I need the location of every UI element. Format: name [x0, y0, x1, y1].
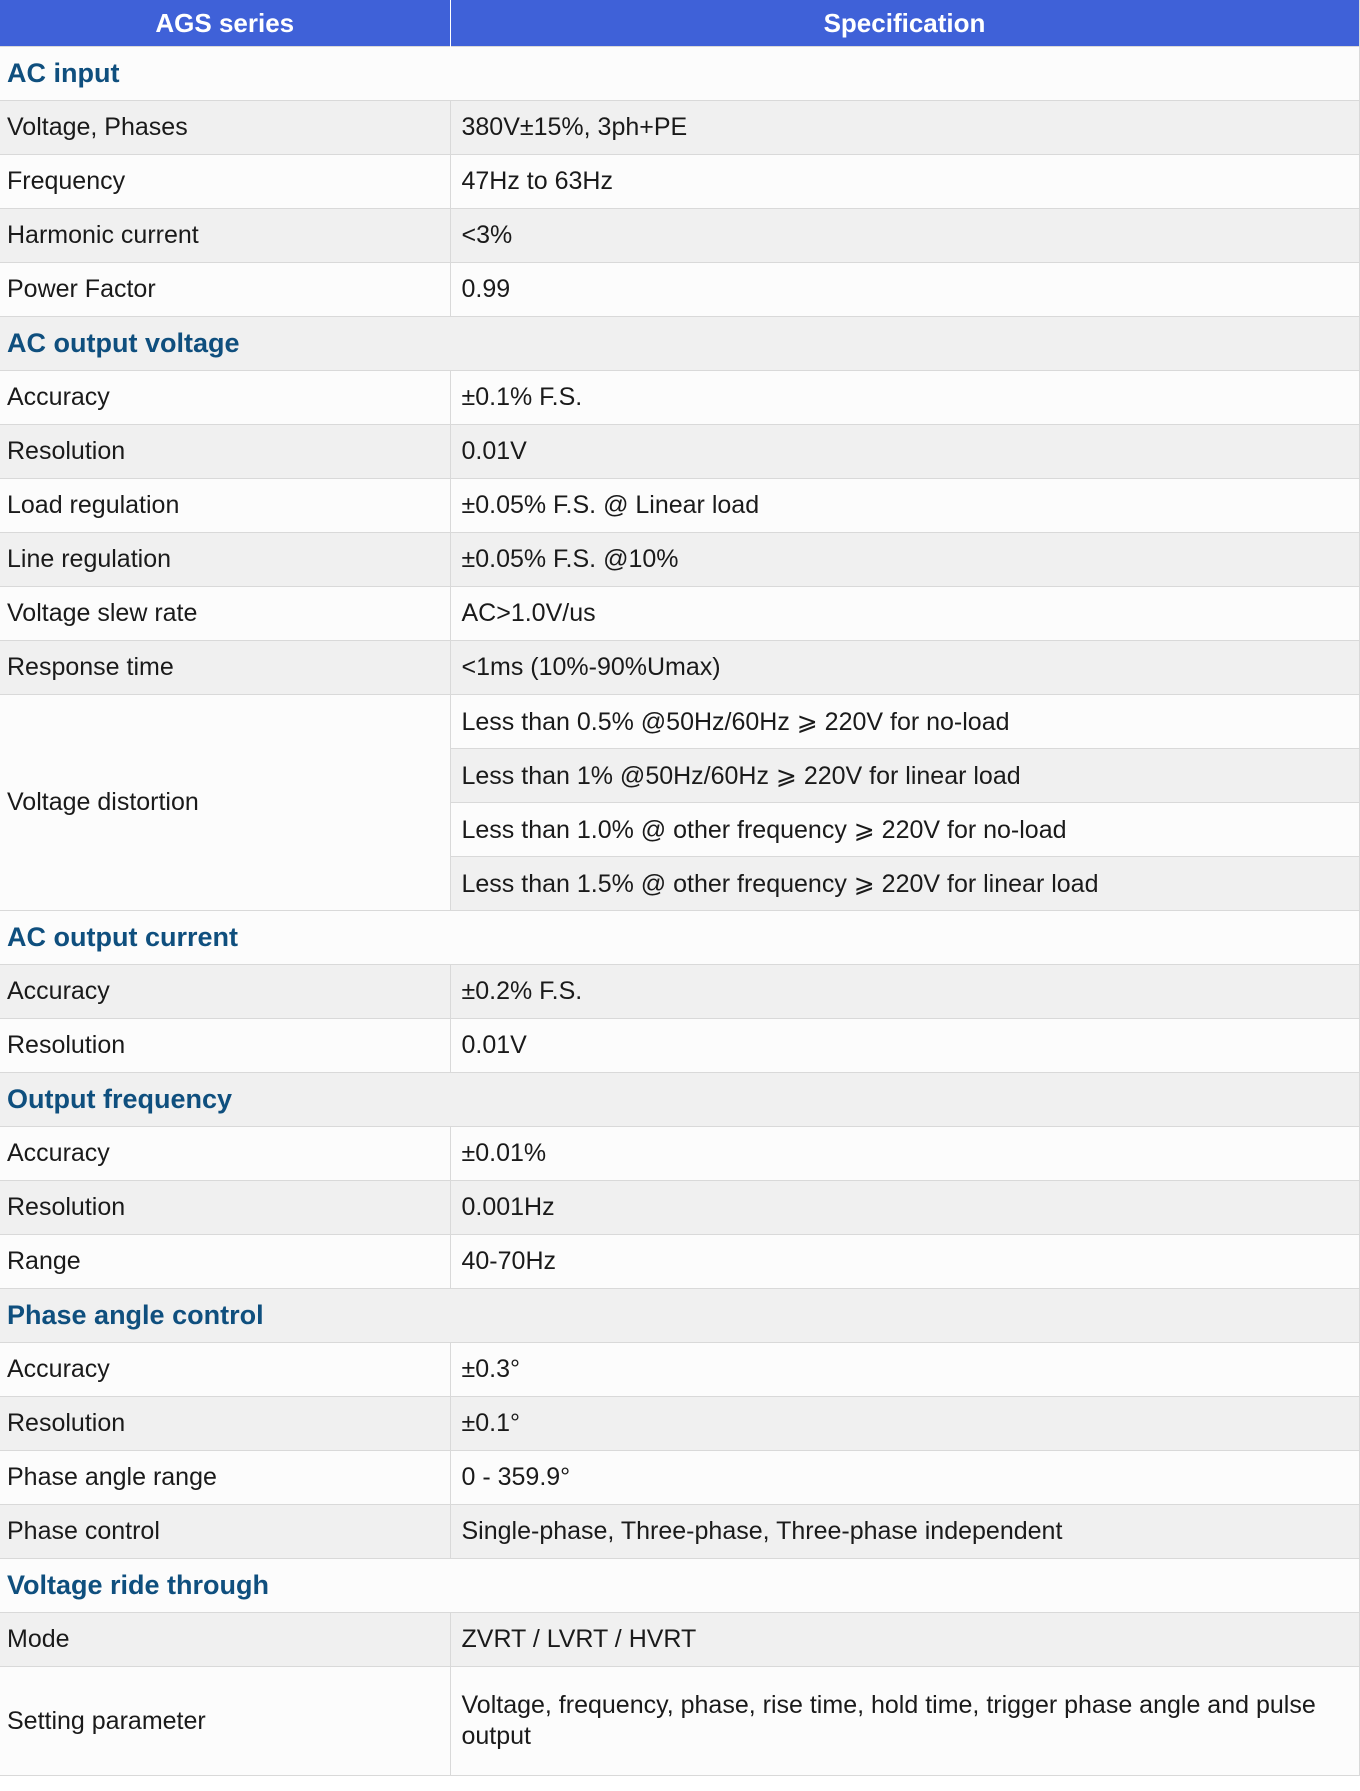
row-value: 0.001Hz: [450, 1181, 1359, 1235]
row-label-resolution: Resolution: [0, 1019, 450, 1073]
table-row: [0, 1127, 1359, 1181]
section-header-output-frequency: [0, 1073, 1359, 1127]
header-specification: Specification: [450, 0, 1359, 47]
section-title: AC output voltage: [0, 317, 1359, 371]
table-row: [0, 533, 1359, 587]
section-title: Output frequency: [0, 1073, 1359, 1127]
table-row: [0, 263, 1359, 317]
table-row: [0, 1667, 1359, 1776]
row-value: 0 - 359.9°: [450, 1451, 1359, 1505]
section-title: Voltage ride through: [0, 1559, 1359, 1613]
section-header-ac-output-voltage: [0, 317, 1359, 371]
section-header-voltage-ride-through: [0, 1559, 1359, 1613]
row-value: Less than 1.0% @ other frequency ⩾ 220V for no-load: [450, 803, 1359, 857]
header-row: [0, 0, 1359, 47]
row-label-harmonic-current: Harmonic current: [0, 209, 450, 263]
table-row: [0, 1451, 1359, 1505]
row-label-accuracy: Accuracy: [0, 965, 450, 1019]
table-row: [0, 1613, 1359, 1667]
section-title: Phase angle control: [0, 1289, 1359, 1343]
table-row: [0, 1505, 1359, 1559]
table-row: [0, 587, 1359, 641]
table-body: [0, 47, 1359, 1776]
table-row: [0, 425, 1359, 479]
row-label-frequency: Frequency: [0, 155, 450, 209]
table-row: [0, 1019, 1359, 1073]
row-label-voltage-slew-rate: Voltage slew rate: [0, 587, 450, 641]
row-value: ±0.05% F.S. @10%: [450, 533, 1359, 587]
row-value: Less than 1% @50Hz/60Hz ⩾ 220V for linear load: [450, 749, 1359, 803]
section-header-ac-input: [0, 47, 1359, 101]
row-label-accuracy: Accuracy: [0, 1343, 450, 1397]
table-row: [0, 371, 1359, 425]
row-value: Voltage, frequency, phase, rise time, hold time, trigger phase angle and pulse output: [450, 1667, 1359, 1776]
row-label-phase-angle-range: Phase angle range: [0, 1451, 450, 1505]
row-value: AC>1.0V/us: [450, 587, 1359, 641]
row-label-response-time: Response time: [0, 641, 450, 695]
row-value: ±0.3°: [450, 1343, 1359, 1397]
row-value: Less than 0.5% @50Hz/60Hz ⩾ 220V for no-load: [450, 695, 1359, 749]
section-header-ac-output-current: [0, 911, 1359, 965]
row-label-mode: Mode: [0, 1613, 450, 1667]
section-header-phase-angle-control: [0, 1289, 1359, 1343]
row-value: ZVRT / LVRT / HVRT: [450, 1613, 1359, 1667]
row-label-phase-control: Phase control: [0, 1505, 450, 1559]
row-label-accuracy: Accuracy: [0, 1127, 450, 1181]
row-label-resolution: Resolution: [0, 425, 450, 479]
row-label-resolution: Resolution: [0, 1181, 450, 1235]
table-header: [0, 0, 1359, 47]
row-value: 0.01V: [450, 425, 1359, 479]
table-row: [0, 965, 1359, 1019]
row-value: ±0.01%: [450, 1127, 1359, 1181]
row-value: 0.99: [450, 263, 1359, 317]
table-row: [0, 695, 1359, 749]
row-value: <3%: [450, 209, 1359, 263]
row-value: 0.01V: [450, 1019, 1359, 1073]
table-row: [0, 1343, 1359, 1397]
header-series: AGS series: [0, 0, 450, 47]
row-label-accuracy: Accuracy: [0, 371, 450, 425]
row-label-resolution: Resolution: [0, 1397, 450, 1451]
row-value: Less than 1.5% @ other frequency ⩾ 220V for linear load: [450, 857, 1359, 911]
row-value: Single-phase, Three-phase, Three-phase independent: [450, 1505, 1359, 1559]
table-row: [0, 479, 1359, 533]
row-label-power-factor: Power Factor: [0, 263, 450, 317]
section-title: AC output current: [0, 911, 1359, 965]
row-label-load-regulation: Load regulation: [0, 479, 450, 533]
table-row: [0, 641, 1359, 695]
row-value: ±0.1% F.S.: [450, 371, 1359, 425]
row-label-voltage-phases: Voltage, Phases: [0, 101, 450, 155]
table-row: [0, 1181, 1359, 1235]
row-value: 380V±15%, 3ph+PE: [450, 101, 1359, 155]
row-label-line-regulation: Line regulation: [0, 533, 450, 587]
table-row: [0, 155, 1359, 209]
row-label-range: Range: [0, 1235, 450, 1289]
table-row: [0, 209, 1359, 263]
row-value: 40-70Hz: [450, 1235, 1359, 1289]
row-value: ±0.05% F.S. @ Linear load: [450, 479, 1359, 533]
section-title: AC input: [0, 47, 1359, 101]
row-value: <1ms (10%-90%Umax): [450, 641, 1359, 695]
row-value: 47Hz to 63Hz: [450, 155, 1359, 209]
table-row: [0, 101, 1359, 155]
row-label-voltage-distortion: Voltage distortion: [0, 695, 450, 911]
table-row: [0, 1235, 1359, 1289]
row-value: ±0.2% F.S.: [450, 965, 1359, 1019]
row-label-setting-parameter: Setting parameter: [0, 1667, 450, 1776]
row-value: ±0.1°: [450, 1397, 1359, 1451]
table-row: [0, 1397, 1359, 1451]
